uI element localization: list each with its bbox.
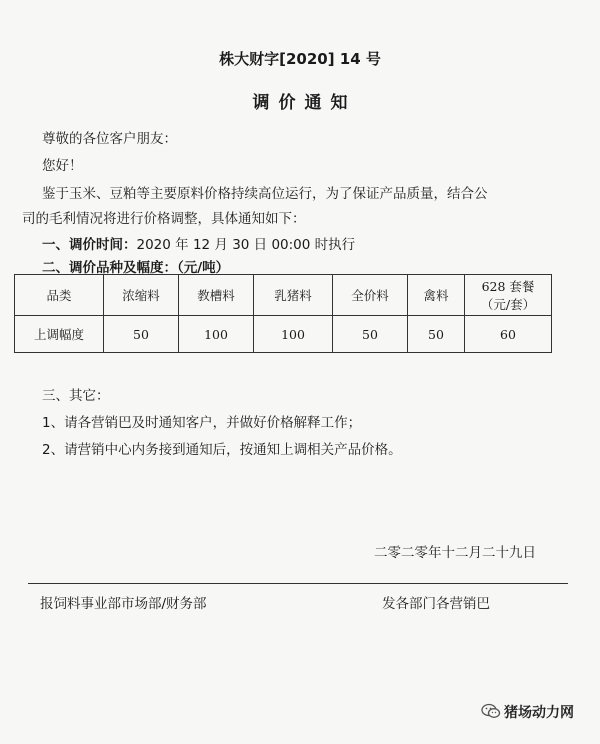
table-header-cell: 品类 [15, 275, 104, 316]
section-price-items: 二、调价品种及幅度：（元/吨） [42, 260, 230, 276]
table-cell: 上调幅度 [15, 316, 104, 353]
section-adjust-time-value: 2020 年 12 月 30 日 00:00 时执行 [136, 237, 356, 253]
table-cell: 100 [179, 316, 254, 353]
table-header-cell-set-meal [465, 275, 552, 316]
table-cell: 100 [254, 316, 333, 353]
footer-divider [28, 583, 568, 584]
other-item-1: 1、请各营销巴及时通知客户，并做好价格解释工作； [42, 415, 362, 431]
watermark-text: 猪场动力网 [504, 705, 574, 721]
greeting: 尊敬的各位客户朋友： [42, 131, 177, 147]
table-cell: 50 [333, 316, 408, 353]
issue-date: 二零二零年十二月二十九日 [374, 545, 536, 561]
document-number: 株大财字[2020] 14 号 [219, 50, 381, 68]
table-header-cell: 全价料 [333, 275, 408, 316]
document-title: 调价通知 [252, 93, 357, 113]
table-cell: 60 [465, 316, 552, 353]
price-adjustment-table [14, 274, 552, 353]
table-header-row [15, 275, 552, 316]
table-header-cell: 浓缩料 [104, 275, 179, 316]
section-adjust-time [42, 233, 355, 253]
table-header-cell: 禽料 [408, 275, 465, 316]
intro-line-2: 司的毛利情况将进行价格调整，具体通知如下： [22, 211, 306, 227]
table-header-cell: 教槽料 [179, 275, 254, 316]
wechat-icon [481, 703, 501, 723]
intro-line-1: 鉴于玉米、豆粕等主要原料价格持续高位运行，为了保证产品质量，结合公 [42, 186, 488, 202]
footer-to: 发各部门各营销巴 [382, 596, 490, 612]
table-row [15, 316, 552, 353]
watermark [481, 702, 574, 723]
table-cell: 50 [408, 316, 465, 353]
set-meal-name: 628 套餐 [481, 279, 535, 294]
hello: 您好！ [42, 158, 83, 174]
footer-from: 报饲料事业部市场部/财务部 [40, 596, 207, 612]
other-item-2: 2、请营销中心内务接到通知后，按通知上调相关产品价格。 [42, 442, 402, 458]
section-other: 三、其它： [42, 388, 110, 404]
set-meal-unit: （元/套） [480, 297, 536, 312]
table-header-cell: 乳猪料 [254, 275, 333, 316]
section-adjust-time-label: 一、调价时间： [42, 237, 137, 253]
table-cell: 50 [104, 316, 179, 353]
